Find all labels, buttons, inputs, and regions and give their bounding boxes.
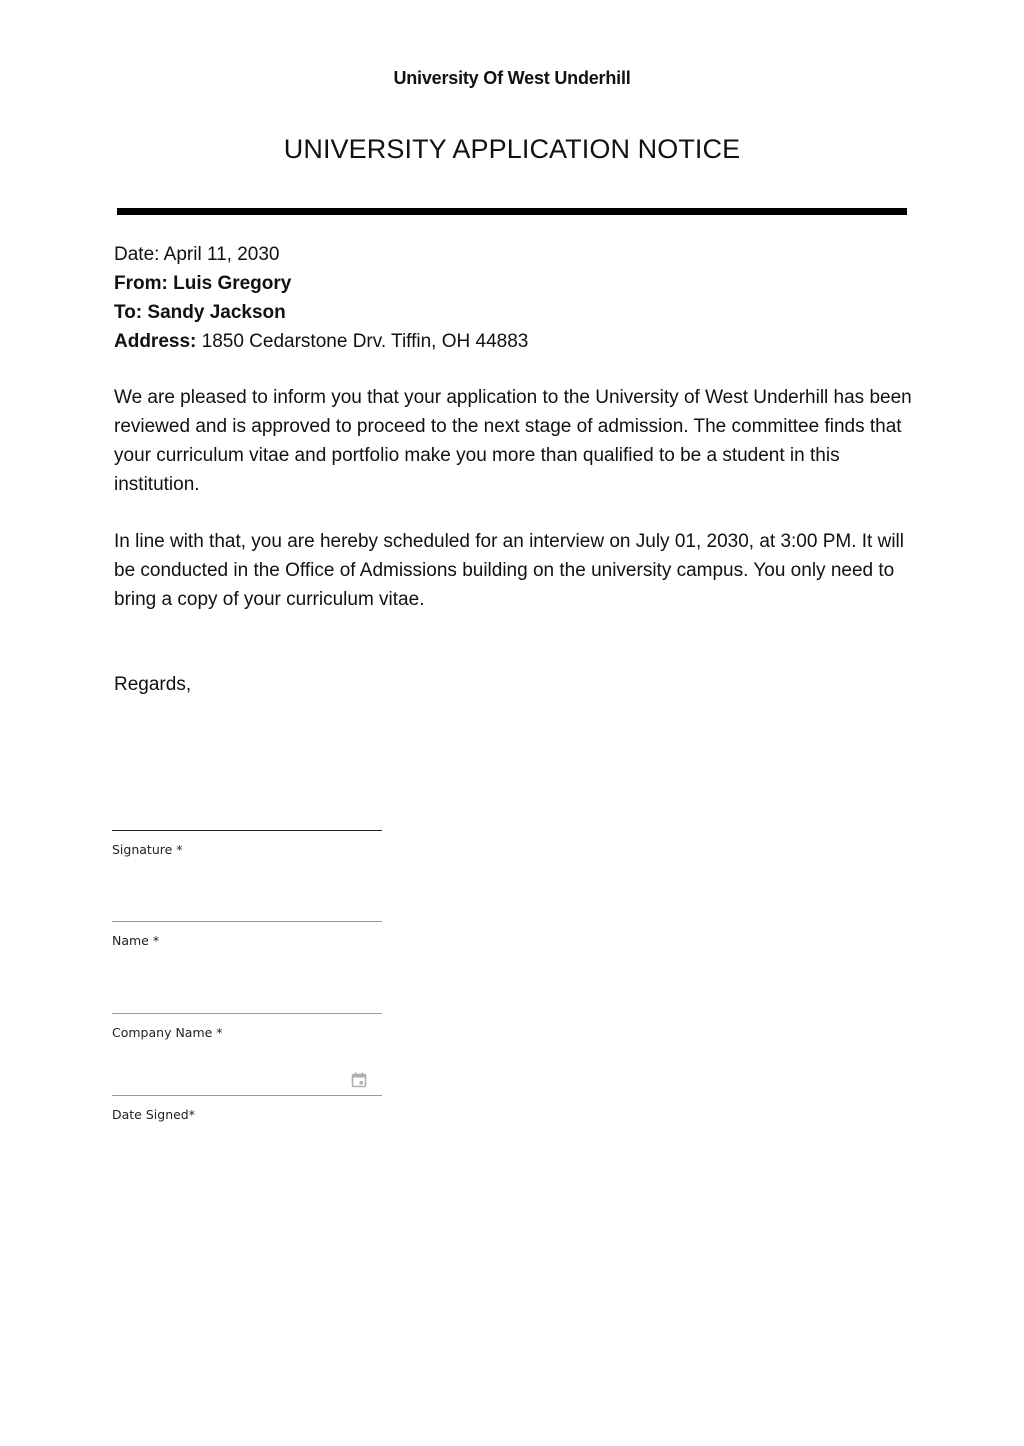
date-label: Date: [114, 244, 160, 265]
company-name-field[interactable] [112, 1013, 382, 1040]
body-paragraph-2: In line with that, you are hereby scheduled for an interview on July 01, 2030, at 3:00 PM. It will be conducted in the Office of Admissions building on the university campus. You only need to bring a copy of your curriculum vitae. [114, 531, 904, 610]
to-label: To: [114, 302, 143, 323]
address-line [114, 327, 914, 356]
body-paragraph-1: We are pleased to inform you that your application to the University of West Underhill has been reviewed and is approved to proceed to the next stage of admission. The committee finds that your curriculum vitae and portfolio make you more than qualified to be a student in this institution. [114, 387, 912, 495]
from-value: Luis Gregory [173, 273, 292, 294]
document-title: UNIVERSITY APPLICATION NOTICE [283, 134, 741, 164]
date-signed-line[interactable] [112, 1095, 382, 1096]
signature-line[interactable] [112, 830, 382, 831]
address-label: Address: [114, 331, 197, 352]
from-label: From: [114, 273, 168, 294]
closing: Regards, [114, 674, 192, 695]
name-field[interactable] [112, 921, 382, 948]
calendar-icon[interactable] [351, 1072, 367, 1088]
date-signed-field[interactable] [112, 1095, 382, 1122]
address-value: 1850 Cedarstone Drv. Tiffin, OH 44883 [201, 331, 529, 352]
date-value: April 11, 2030 [163, 244, 280, 265]
date-signed-label: Date Signed* [112, 1107, 195, 1122]
to-value: Sandy Jackson [147, 302, 286, 323]
to-line [114, 298, 914, 327]
from-line [114, 269, 914, 298]
date-line [114, 240, 914, 269]
signature-field[interactable] [112, 830, 382, 857]
name-line[interactable] [112, 921, 382, 922]
signature-label: Signature * [112, 842, 183, 857]
company-name-label: Company Name * [112, 1025, 223, 1040]
title-divider [117, 208, 907, 215]
company-name-line[interactable] [112, 1013, 382, 1014]
name-label: Name * [112, 933, 160, 948]
letter-meta [114, 240, 914, 356]
organization-name: University Of West Underhill [393, 68, 631, 88]
